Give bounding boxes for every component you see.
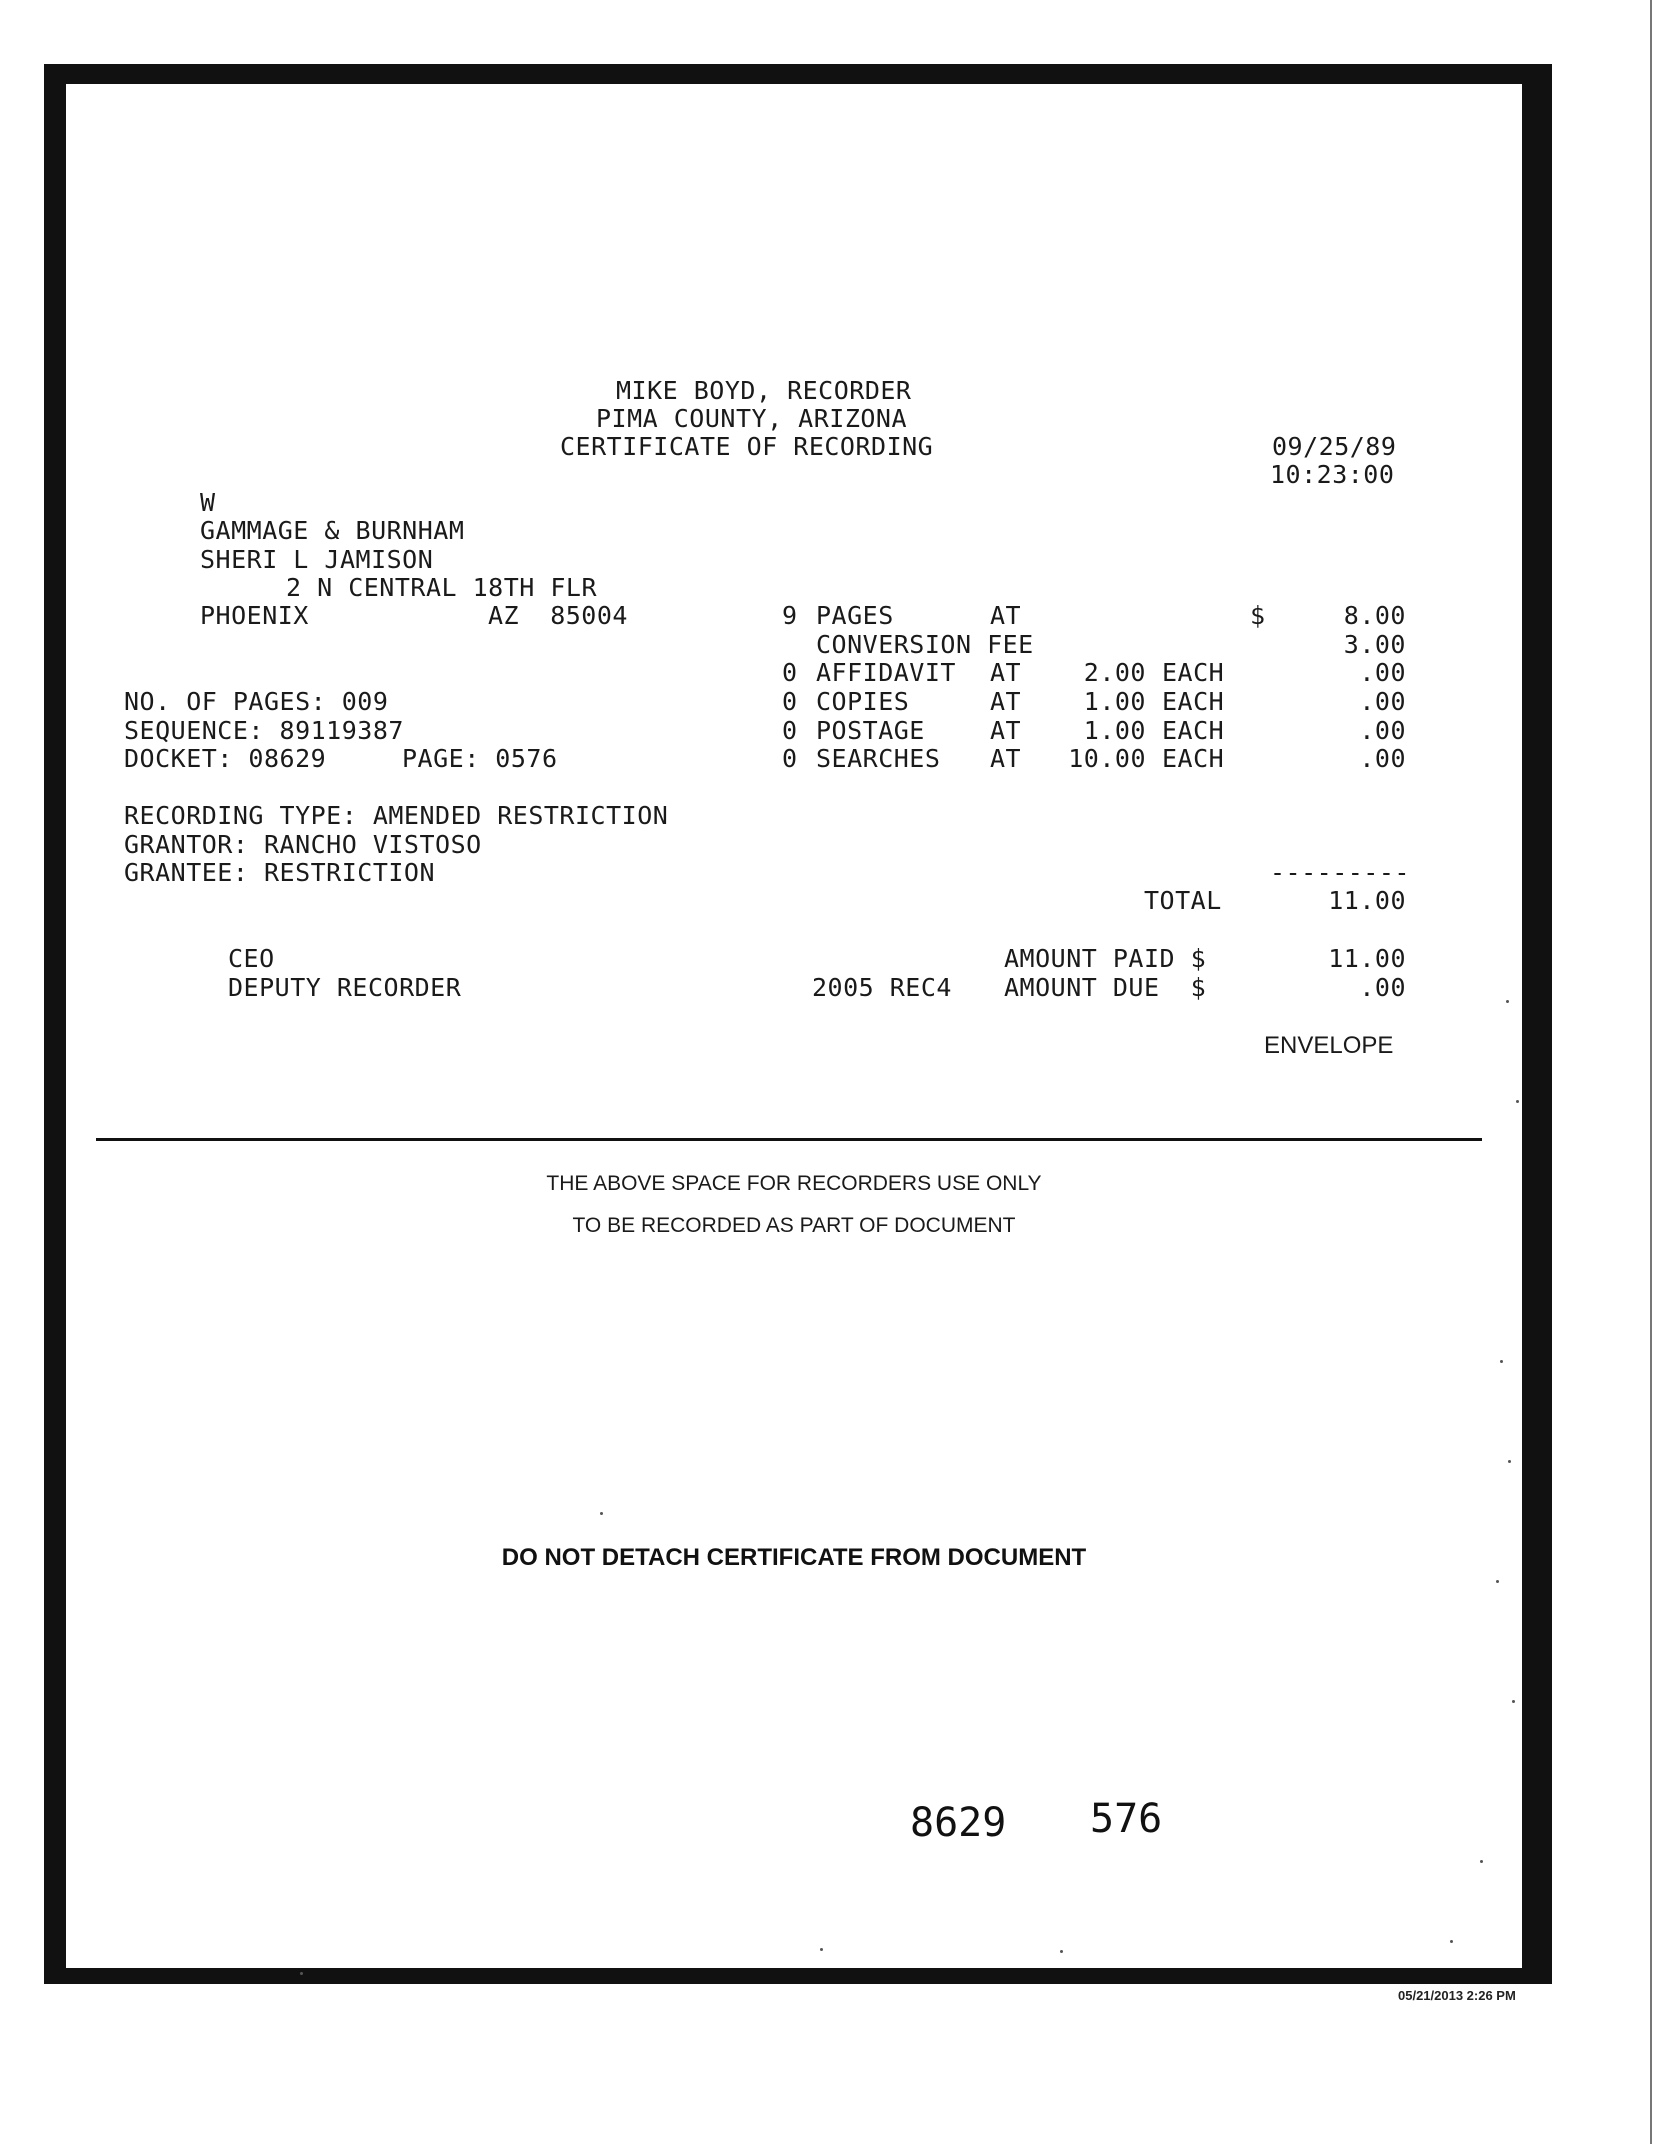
fee-rate: 2.00 (1083, 658, 1146, 687)
book-page-number: 576 (1090, 1796, 1163, 1842)
fee-each: EACH (1162, 744, 1225, 773)
fee-rate: 1.00 (1083, 716, 1146, 745)
amount-paid-value: 11.00 (1328, 944, 1406, 973)
recorder-use-notice: THE ABOVE SPACE FOR RECORDERS USE ONLY (546, 1172, 1042, 1195)
docket-number: DOCKET: 08629 (124, 744, 327, 773)
addressee-street: 2 N CENTRAL 18TH FLR (286, 573, 598, 602)
fee-qty: 9 (782, 601, 798, 630)
addressee-code: W (200, 488, 216, 517)
register-code: 2005 REC4 (812, 973, 952, 1002)
addressee-city: PHOENIX (200, 601, 309, 630)
amount-paid-label: AMOUNT PAID $ (1004, 944, 1207, 973)
fee-qty: 0 (782, 716, 798, 745)
record-time: 10:23:00 (1270, 460, 1395, 489)
book-number: 8629 (910, 1800, 1007, 1846)
deputy-initials: CEO (228, 944, 275, 973)
scan-edge-rule (1650, 0, 1652, 2144)
total-value: 11.00 (1328, 886, 1406, 915)
amount-due-label: AMOUNT DUE $ (1004, 973, 1207, 1002)
amount-due-value: .00 (1359, 973, 1406, 1002)
delivery-method: ENVELOPE (1264, 1032, 1394, 1059)
page-number: PAGE: 0576 (402, 744, 558, 773)
fee-each: EACH (1162, 658, 1225, 687)
total-rule: --------- (1270, 858, 1410, 887)
fee-amount: .00 (1359, 658, 1406, 687)
fee-at: AT (990, 658, 1022, 687)
record-as-part-notice: TO BE RECORDED AS PART OF DOCUMENT (572, 1214, 1016, 1237)
fee-qty: 0 (782, 744, 798, 773)
fee-item: AFFIDAVIT (816, 658, 956, 687)
recording-type: RECORDING TYPE: AMENDED RESTRICTION (124, 801, 669, 830)
fee-rate: 1.00 (1083, 687, 1146, 716)
fee-dollar: $ (1250, 601, 1266, 630)
print-timestamp: 05/21/2013 2:26 PM (1398, 1988, 1516, 2003)
fee-item: PAGES (816, 601, 894, 630)
fee-rate: 10.00 (1068, 744, 1146, 773)
addressee-state-zip: AZ 85004 (488, 601, 628, 630)
addressee-firm: GAMMAGE & BURNHAM (200, 516, 465, 545)
recorder-name: MIKE BOYD, RECORDER (616, 376, 912, 405)
fee-at: AT (990, 744, 1022, 773)
county-state: PIMA COUNTY, ARIZONA (596, 404, 908, 433)
fee-at: AT (990, 601, 1022, 630)
fee-amount: .00 (1359, 687, 1406, 716)
grantee: GRANTEE: RESTRICTION (124, 858, 436, 887)
fee-item: SEARCHES (816, 744, 941, 773)
recorder-space-divider (96, 1138, 1482, 1141)
fee-item: COPIES (816, 687, 910, 716)
fee-at: AT (990, 716, 1022, 745)
fee-each: EACH (1162, 716, 1225, 745)
fee-item: POSTAGE (816, 716, 925, 745)
fee-item: CONVERSION FEE (816, 630, 1034, 659)
fee-qty: 0 (782, 658, 798, 687)
detach-warning: DO NOT DETACH CERTIFICATE FROM DOCUMENT (501, 1544, 1087, 1571)
fee-qty: 0 (782, 687, 798, 716)
fee-amount: .00 (1359, 716, 1406, 745)
addressee-attn: SHERI L JAMISON (200, 545, 434, 574)
sequence-number: SEQUENCE: 89119387 (124, 716, 404, 745)
number-of-pages: NO. OF PAGES: 009 (124, 687, 389, 716)
fee-amount: 8.00 (1343, 601, 1406, 630)
certificate-title: CERTIFICATE OF RECORDING (560, 432, 934, 461)
document-frame (44, 64, 1552, 1984)
grantor: GRANTOR: RANCHO VISTOSO (124, 830, 482, 859)
record-date: 09/25/89 (1272, 432, 1397, 461)
deputy-title: DEPUTY RECORDER (228, 973, 462, 1002)
fee-amount: .00 (1359, 744, 1406, 773)
total-label: TOTAL (1144, 886, 1222, 915)
fee-at: AT (990, 687, 1022, 716)
fee-amount: 3.00 (1343, 630, 1406, 659)
fee-each: EACH (1162, 687, 1225, 716)
